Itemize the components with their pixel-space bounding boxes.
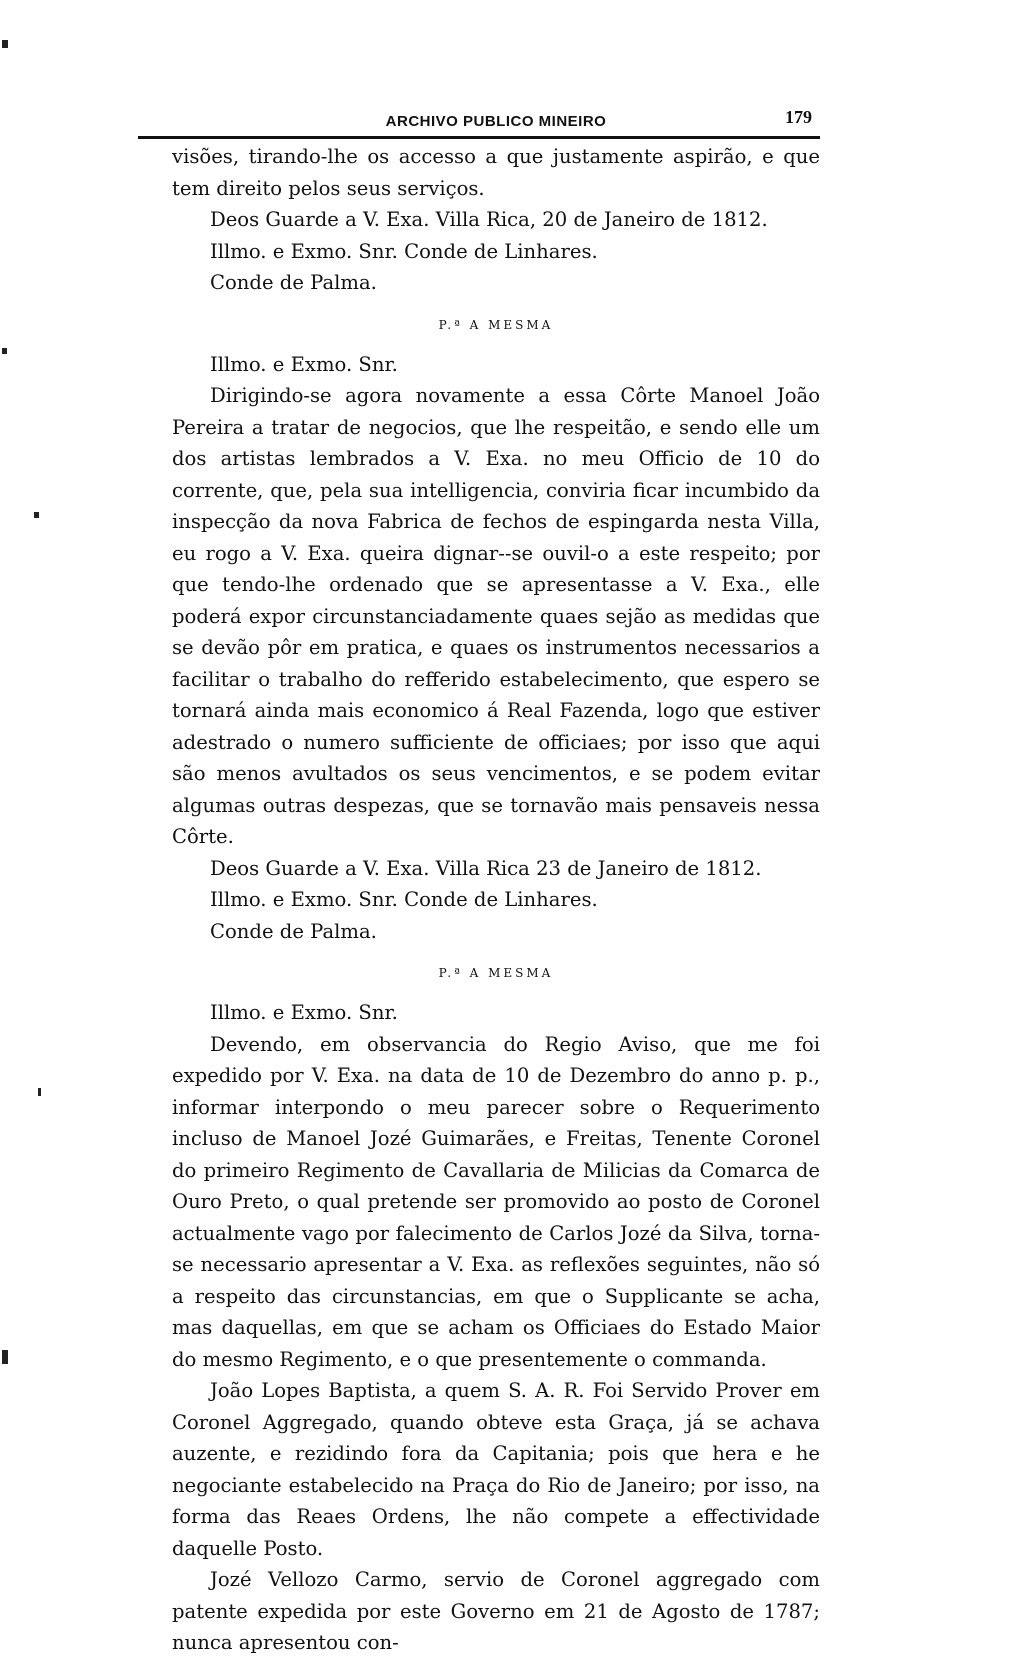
paragraph: Dirigindo-se agora novamente a essa Côrte Manoel João Pereira a tratar de negocios, que lhe respeitão, e sendo elle um dos artistas lembrados a V. Exa. no meu Officio de 10 do corrente, que, pela sua intelligencia, conviria ficar incumbido da inspecção da nova Fabrica de fechos de espingarda nesta Villa, eu rogo a V. Exa. queira dignar--se ouvil-o a este respeito; por que tendo-lhe ordenado que se apresentasse a V. Exa., elle poderá expor circunstanciadamente quaes sejão as medidas que se devão pôr em pratica, e quaes os instrumentos necessarios a facilitar o trabalho do refferido estabelecimento, que espero se tornará ainda mais economico á Real Fazenda, logo que estiver adestrado o numero sufficiente de officiaes; por isso que aqui são menos avultados os seus vencimentos, e se podem evitar algumas outras despezas, que se tornavão mais pensaveis nessa Côrte. [172, 384, 820, 848]
section-heading: P.ª A MESMA [438, 966, 554, 980]
salutation: Illmo. e Exmo. Snr. [210, 1001, 398, 1024]
letter-3 [172, 997, 820, 1659]
paragraph: Devendo, em observancia do Regio Aviso, que me foi expedido por V. Exa. na data de 10 de Dezembro do anno p. p., informar interpondo o meu parecer sobre o Requerimento incluso de Manoel Jozé Guimarães, e Freitas, Tenente Coronel do primeiro Regimento de Cavallaria de Milicias da Comarca de Ouro Preto, o qual pretende ser promovido ao posto de Coronel actualmente vago por falecimento de Carlos Jozé da Silva, torna-se necessario apresentar a V. Exa. as reflexões seguintes, não só a respeito das circunstancias, em que o Supplicante se acha, mas daquellas, em que se acham os Officiaes do Estado Maior do mesmo Regimento, e o que presentemente o commanda. [172, 1032, 820, 1371]
margin-mark [34, 512, 39, 518]
margin-mark [38, 1088, 41, 1096]
letter-2 [172, 349, 820, 948]
addressee-line: Illmo. e Exmo. Snr. Conde de Linhares. [210, 239, 598, 263]
closing-line: Deos Guarde a V. Exa. Villa Rica, 20 de Janeiro de 1812. [210, 208, 768, 231]
paragraph: visões, tirando-lhe os accesso a que justamente aspirão, e que tem direito pelos seus serviços. [172, 145, 820, 200]
book-page [172, 105, 820, 1659]
margin-mark [2, 40, 8, 48]
section-heading: P.ª A MESMA [438, 317, 554, 332]
closing-line: Deos Guarde a V. Exa. Villa Rica 23 de Janeiro de 1812. [210, 856, 762, 880]
addressee-line: Illmo. e Exmo. Snr. Conde de Linhares. [210, 888, 598, 911]
header-rule [138, 136, 820, 139]
page-number: 179 [785, 107, 812, 127]
header-title: ARCHIVO PUBLICO MINEIRO [385, 113, 607, 130]
paragraph: Jozé Vellozo Carmo, servio de Coronel aggregado com patente expedida por este Governo em 21 de Agosto de 1787; nunca apresentou con- [172, 1568, 820, 1654]
margin-mark [2, 348, 7, 354]
signature-line: Conde de Palma. [210, 919, 377, 943]
paragraph: João Lopes Baptista, a quem S. A. R. Foi Servido Prover em Coronel Aggregado, quando obteve esta Graça, já se achava auzente, e rezidindo fora da Capitania; pois que hera e he negociante estabelecido na Praça do Rio de Janeiro; por isso, na forma das Reaes Ordens, lhe não compete a effectividade daquelle Posto. [172, 1379, 820, 1560]
letter-1 [172, 141, 820, 299]
salutation: Illmo. e Exmo. Snr. [210, 352, 398, 376]
margin-mark [2, 1350, 8, 1364]
signature-line: Conde de Palma. [210, 271, 377, 294]
running-head [172, 105, 820, 141]
